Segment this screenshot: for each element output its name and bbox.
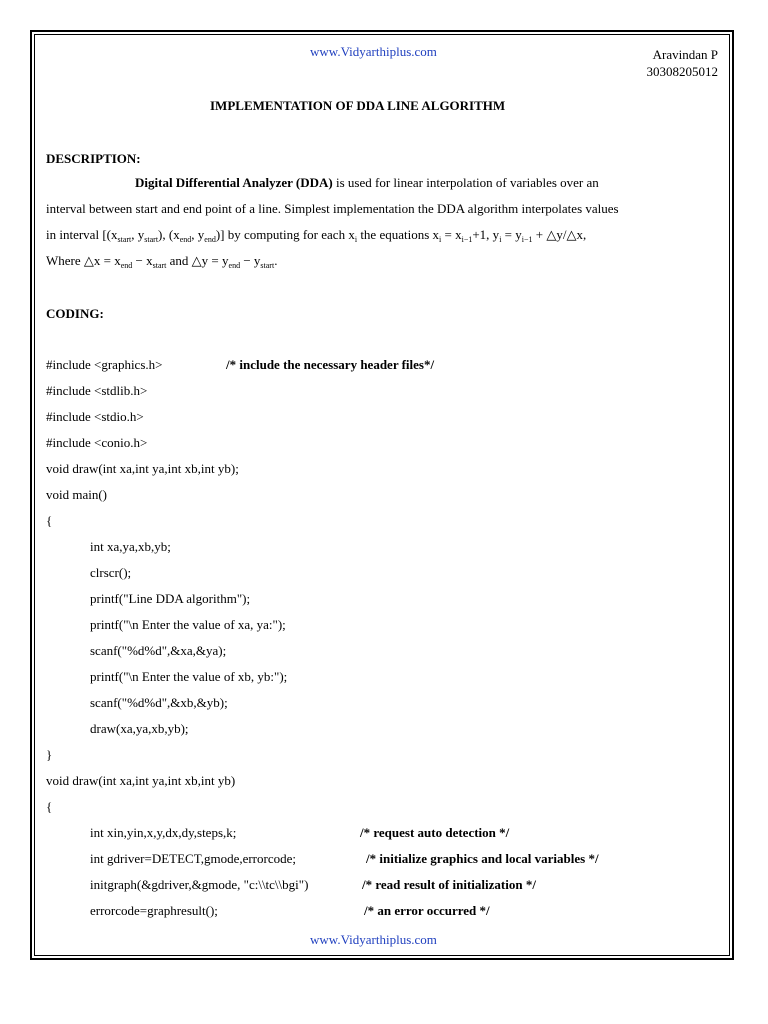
code-line	[46, 768, 726, 794]
description-line-3: in interval [($x_{start}$, $y_{start}$), ($x_{end}$, $y_{end}$)] by computing for each $x_i$ the equations $x_i = x_{i-1}+1$, $y_i = y_{i-1}$ + △y/△x,	[46, 227, 587, 244]
description-line-4: Where △x = $x_{end} - x_{start}$ and △y = $y_{end} - y_{start}$.	[46, 253, 278, 270]
footer-link[interactable]: www.Vidyarthiplus.com	[310, 932, 437, 947]
code-text: printf("\n Enter the value of xb, yb:");	[90, 669, 288, 684]
code-line	[46, 742, 726, 768]
code-comment: /* include the necessary header files*/	[226, 357, 435, 372]
code-line	[46, 664, 726, 690]
code-block	[46, 352, 726, 924]
code-text: #include <conio.h>	[46, 435, 148, 450]
description-paragraph	[46, 170, 726, 274]
code-text: #include <graphics.h>	[46, 357, 163, 372]
code-text: clrscr();	[90, 565, 132, 580]
code-line	[46, 690, 726, 716]
code-text: draw(xa,ya,xb,yb);	[90, 721, 189, 736]
code-line	[46, 560, 726, 586]
author-id: 30308205012	[646, 64, 718, 79]
code-text: void draw(int xa,int ya,int xb,int yb)	[46, 773, 236, 788]
code-text: int xin,yin,x,y,dx,dy,steps,k;	[90, 825, 237, 840]
code-comment: /* read result of initialization */	[362, 877, 536, 892]
description-line-2: interval between start and end point of a line. Simplest implementation the DDA algorithm interpolates values	[46, 201, 619, 216]
code-line	[46, 846, 726, 872]
header-link[interactable]: www.Vidyarthiplus.com	[310, 44, 437, 59]
author-name: Aravindan P	[652, 47, 718, 62]
code-line	[46, 482, 726, 508]
code-line	[46, 586, 726, 612]
description-heading: DESCRIPTION:	[46, 151, 141, 166]
code-text: initgraph(&gdriver,&gmode, "c:\\tc\\bgi")	[90, 877, 309, 892]
code-line	[46, 378, 726, 404]
code-text: scanf("%d%d",&xa,&ya);	[90, 643, 227, 658]
code-text: void draw(int xa,int ya,int xb,int yb);	[46, 461, 239, 476]
code-line	[46, 404, 726, 430]
coding-heading: CODING:	[46, 306, 104, 321]
code-comment: /* request auto detection */	[360, 825, 510, 840]
code-line	[46, 456, 726, 482]
code-text: errorcode=graphresult();	[90, 903, 218, 918]
code-text: printf("Line DDA algorithm");	[90, 591, 251, 606]
code-line	[46, 716, 726, 742]
code-comment: /* an error occurred */	[364, 903, 490, 918]
code-text: scanf("%d%d",&xb,&yb);	[90, 695, 228, 710]
author-block	[647, 46, 719, 80]
code-line	[46, 430, 726, 456]
code-text: #include <stdlib.h>	[46, 383, 148, 398]
code-line	[46, 794, 726, 820]
code-text: void main()	[46, 487, 108, 502]
code-line	[46, 820, 726, 846]
code-line	[46, 898, 726, 924]
description-term: Digital Differential Analyzer (DDA)	[135, 175, 333, 190]
code-text: {	[46, 513, 53, 528]
code-line	[46, 872, 726, 898]
code-line	[46, 638, 726, 664]
code-line	[46, 612, 726, 638]
code-comment: /* initialize graphics and local variables */	[366, 851, 599, 866]
code-line	[46, 508, 726, 534]
code-text: #include <stdio.h>	[46, 409, 144, 424]
code-text: int xa,ya,xb,yb;	[90, 539, 171, 554]
code-text: {	[46, 799, 53, 814]
code-text: int gdriver=DETECT,gmode,errorcode;	[90, 851, 296, 866]
code-line	[46, 352, 726, 378]
code-line	[46, 534, 726, 560]
description-line-1-text: is used for linear interpolation of variables over an	[332, 175, 599, 190]
page-title: IMPLEMENTATION OF DDA LINE ALGORITHM	[210, 98, 506, 113]
description-line-1	[46, 170, 726, 196]
code-text: printf("\n Enter the value of xa, ya:");	[90, 617, 286, 632]
code-text: }	[46, 747, 53, 762]
